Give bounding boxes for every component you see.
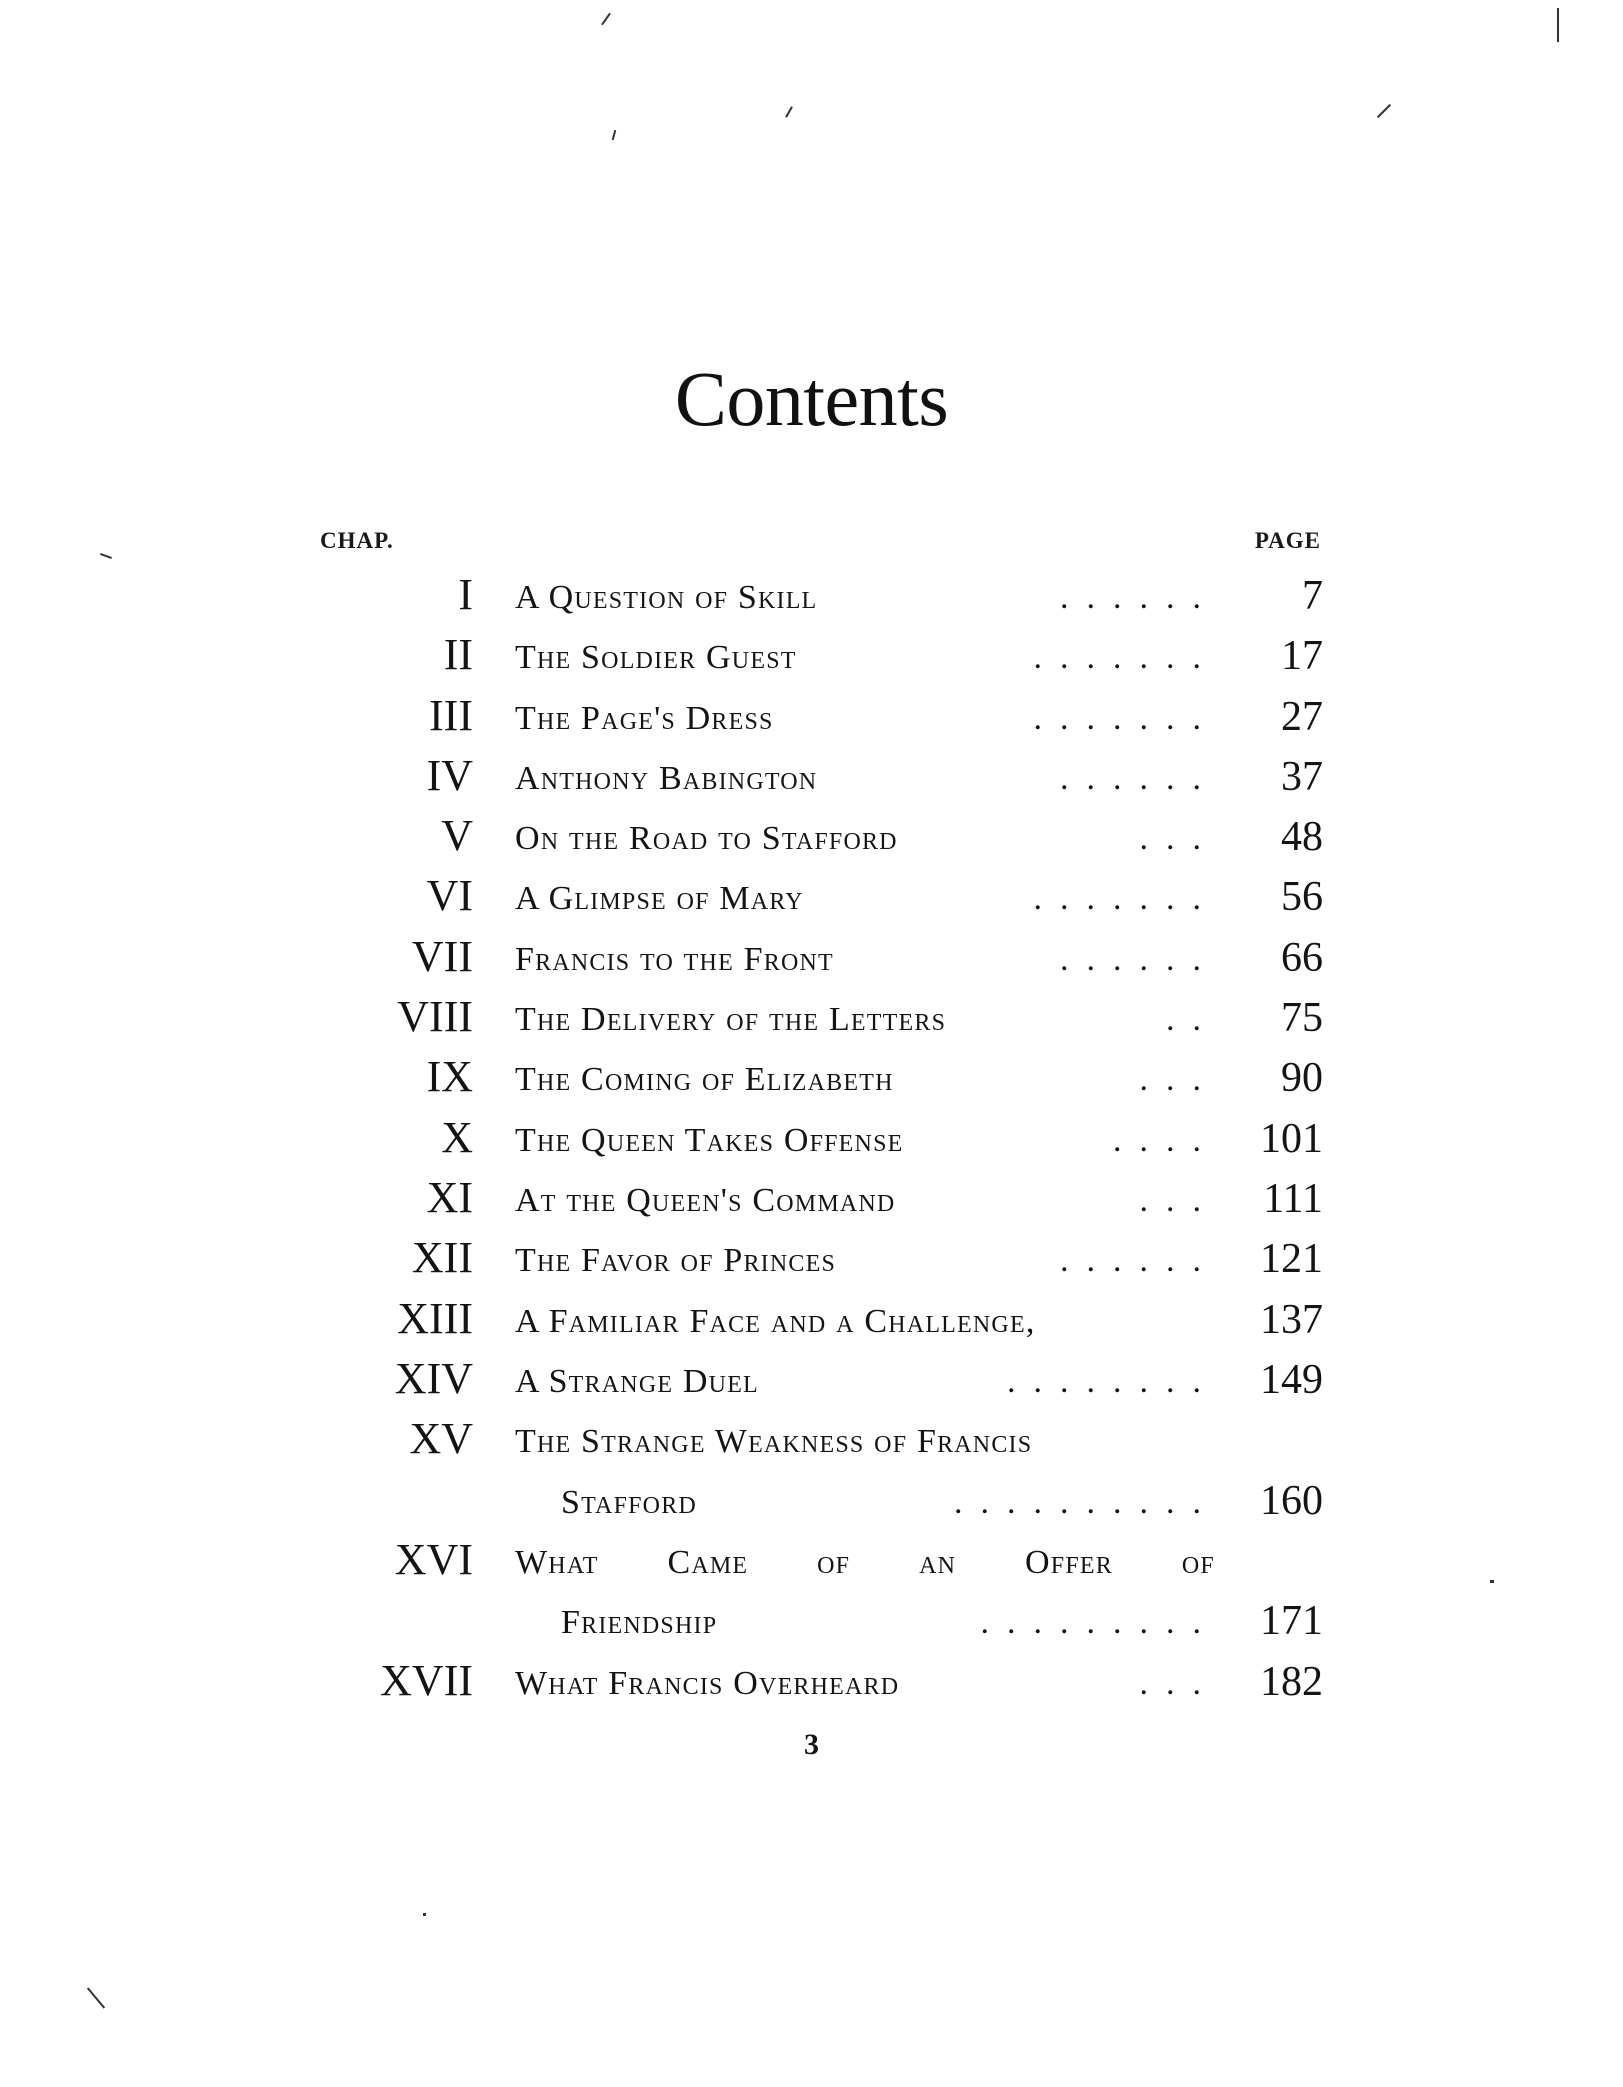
dot-leader: ...... xyxy=(1060,579,1219,616)
chapter-title: Anthony Babington xyxy=(515,760,818,797)
page-number: 27 xyxy=(1281,694,1323,740)
toc-entry xyxy=(0,748,1623,808)
page-number: 37 xyxy=(1281,754,1323,800)
chapter-title: Francis to the Front xyxy=(515,941,834,978)
chapter-number: XI xyxy=(426,1173,473,1222)
dot-leader: ...... xyxy=(1060,941,1219,978)
chapter-number: XVI xyxy=(394,1535,473,1584)
title-word: of xyxy=(817,1544,851,1581)
toc-entry xyxy=(0,1532,1623,1592)
page-number: 48 xyxy=(1281,814,1323,860)
page-number: 56 xyxy=(1281,874,1323,920)
chapter-number: XVII xyxy=(380,1656,473,1705)
chapter-title: Friendship xyxy=(561,1604,718,1641)
toc-entry-continuation xyxy=(0,1472,1623,1532)
scan-mark xyxy=(601,13,611,26)
dot-leader: ... xyxy=(1139,1061,1219,1098)
chapter-title: The Coming of Elizabeth xyxy=(515,1061,894,1098)
chapter-title: The Queen Takes Offense xyxy=(515,1122,904,1159)
dot-leader: .......... xyxy=(954,1484,1219,1521)
scan-mark xyxy=(423,1913,426,1916)
scan-mark xyxy=(612,130,617,140)
dot-leader: .... xyxy=(1113,1122,1219,1159)
chapter-title: The Delivery of the Letters xyxy=(515,1001,947,1038)
toc-entry xyxy=(0,688,1623,748)
dot-leader: ....... xyxy=(1033,700,1219,737)
toc-entry-continuation xyxy=(0,1592,1623,1652)
chapter-number: XIV xyxy=(394,1354,473,1403)
chapter-number: XIII xyxy=(397,1294,473,1343)
scan-mark xyxy=(1377,104,1391,118)
chap-column-header: CHAP. xyxy=(320,528,394,553)
page-number: 111 xyxy=(1263,1176,1323,1222)
chapter-number: III xyxy=(429,691,473,740)
page-column-header: PAGE xyxy=(1254,528,1321,553)
chapter-title: The Soldier Guest xyxy=(515,639,797,676)
toc-entry xyxy=(0,1411,1623,1471)
dot-leader: .. xyxy=(1166,1001,1219,1038)
toc-entry xyxy=(0,989,1623,1049)
scan-mark xyxy=(1490,1580,1494,1583)
chapter-title: Stafford xyxy=(561,1484,697,1521)
scan-mark xyxy=(1557,8,1559,42)
page-number: 75 xyxy=(1281,995,1323,1041)
page-number: 121 xyxy=(1260,1236,1323,1282)
chapter-number: VII xyxy=(411,932,473,981)
chapter-title: The Favor of Princes xyxy=(515,1242,837,1279)
page-number: 101 xyxy=(1260,1116,1323,1162)
title-word: Offer xyxy=(1025,1544,1113,1581)
page-folio-number: 3 xyxy=(804,1728,819,1761)
toc-entry xyxy=(0,1230,1623,1290)
scan-mark xyxy=(100,553,112,559)
dot-leader: ...... xyxy=(1060,1242,1219,1279)
page-number: 171 xyxy=(1260,1598,1323,1644)
page-number: 137 xyxy=(1260,1297,1323,1343)
title-word: Came xyxy=(667,1544,749,1581)
title-word: of xyxy=(1181,1544,1215,1581)
toc-entry xyxy=(0,1170,1623,1230)
scan-mark xyxy=(87,1987,105,2008)
page-number: 149 xyxy=(1260,1357,1323,1403)
chapter-title: What Francis Overheard xyxy=(515,1665,900,1702)
toc-entry xyxy=(0,1351,1623,1411)
chapter-title: The Page's Dress xyxy=(515,700,774,737)
toc-entry xyxy=(0,1291,1623,1351)
chapter-title: A Glimpse of Mary xyxy=(515,880,804,917)
page-number: 66 xyxy=(1281,935,1323,981)
scan-mark xyxy=(785,106,793,117)
page-number: 90 xyxy=(1281,1055,1323,1101)
dot-leader: ......... xyxy=(980,1604,1219,1641)
toc-entry xyxy=(0,929,1623,989)
chapter-number: VIII xyxy=(397,992,473,1041)
toc-entry xyxy=(0,627,1623,687)
chapter-title: The Strange Weakness of Francis xyxy=(515,1423,1033,1460)
chapter-title xyxy=(515,1546,1215,1580)
dot-leader: ....... xyxy=(1033,639,1219,676)
chapter-number: VI xyxy=(426,871,473,920)
toc-entry xyxy=(0,1049,1623,1109)
chapter-title: On the Road to Stafford xyxy=(515,820,898,857)
toc-entry xyxy=(0,868,1623,928)
toc-entry xyxy=(0,567,1623,627)
chapter-title: A Familiar Face and a Challenge, xyxy=(515,1303,1036,1340)
dot-leader: ... xyxy=(1139,1665,1219,1702)
chapter-number: XII xyxy=(411,1233,473,1282)
chapter-title: At the Queen's Command xyxy=(515,1182,896,1219)
toc-entry xyxy=(0,1653,1623,1713)
chapter-number: IV xyxy=(426,751,473,800)
chapter-number: V xyxy=(441,811,473,860)
chapter-title: A Question of Skill xyxy=(515,579,818,616)
page-number: 7 xyxy=(1302,573,1323,619)
dot-leader: ... xyxy=(1139,1182,1219,1219)
chapter-number: II xyxy=(443,630,473,679)
page-title: Contents xyxy=(674,355,949,442)
dot-leader: ....... xyxy=(1033,880,1219,917)
dot-leader: ...... xyxy=(1060,760,1219,797)
page-number: 182 xyxy=(1260,1659,1323,1705)
toc-entry xyxy=(0,808,1623,868)
chapter-number: XV xyxy=(409,1414,473,1463)
dot-leader: ........ xyxy=(1007,1363,1219,1400)
dot-leader: ... xyxy=(1139,820,1219,857)
chapter-title: A Strange Duel xyxy=(515,1363,759,1400)
page-number: 17 xyxy=(1281,633,1323,679)
toc-entry xyxy=(0,1110,1623,1170)
chapter-number: X xyxy=(441,1113,473,1162)
chapter-number: I xyxy=(458,570,473,619)
title-word: What xyxy=(515,1544,599,1581)
title-word: an xyxy=(919,1544,957,1581)
page-number: 160 xyxy=(1260,1478,1323,1524)
chapter-number: IX xyxy=(426,1052,473,1101)
